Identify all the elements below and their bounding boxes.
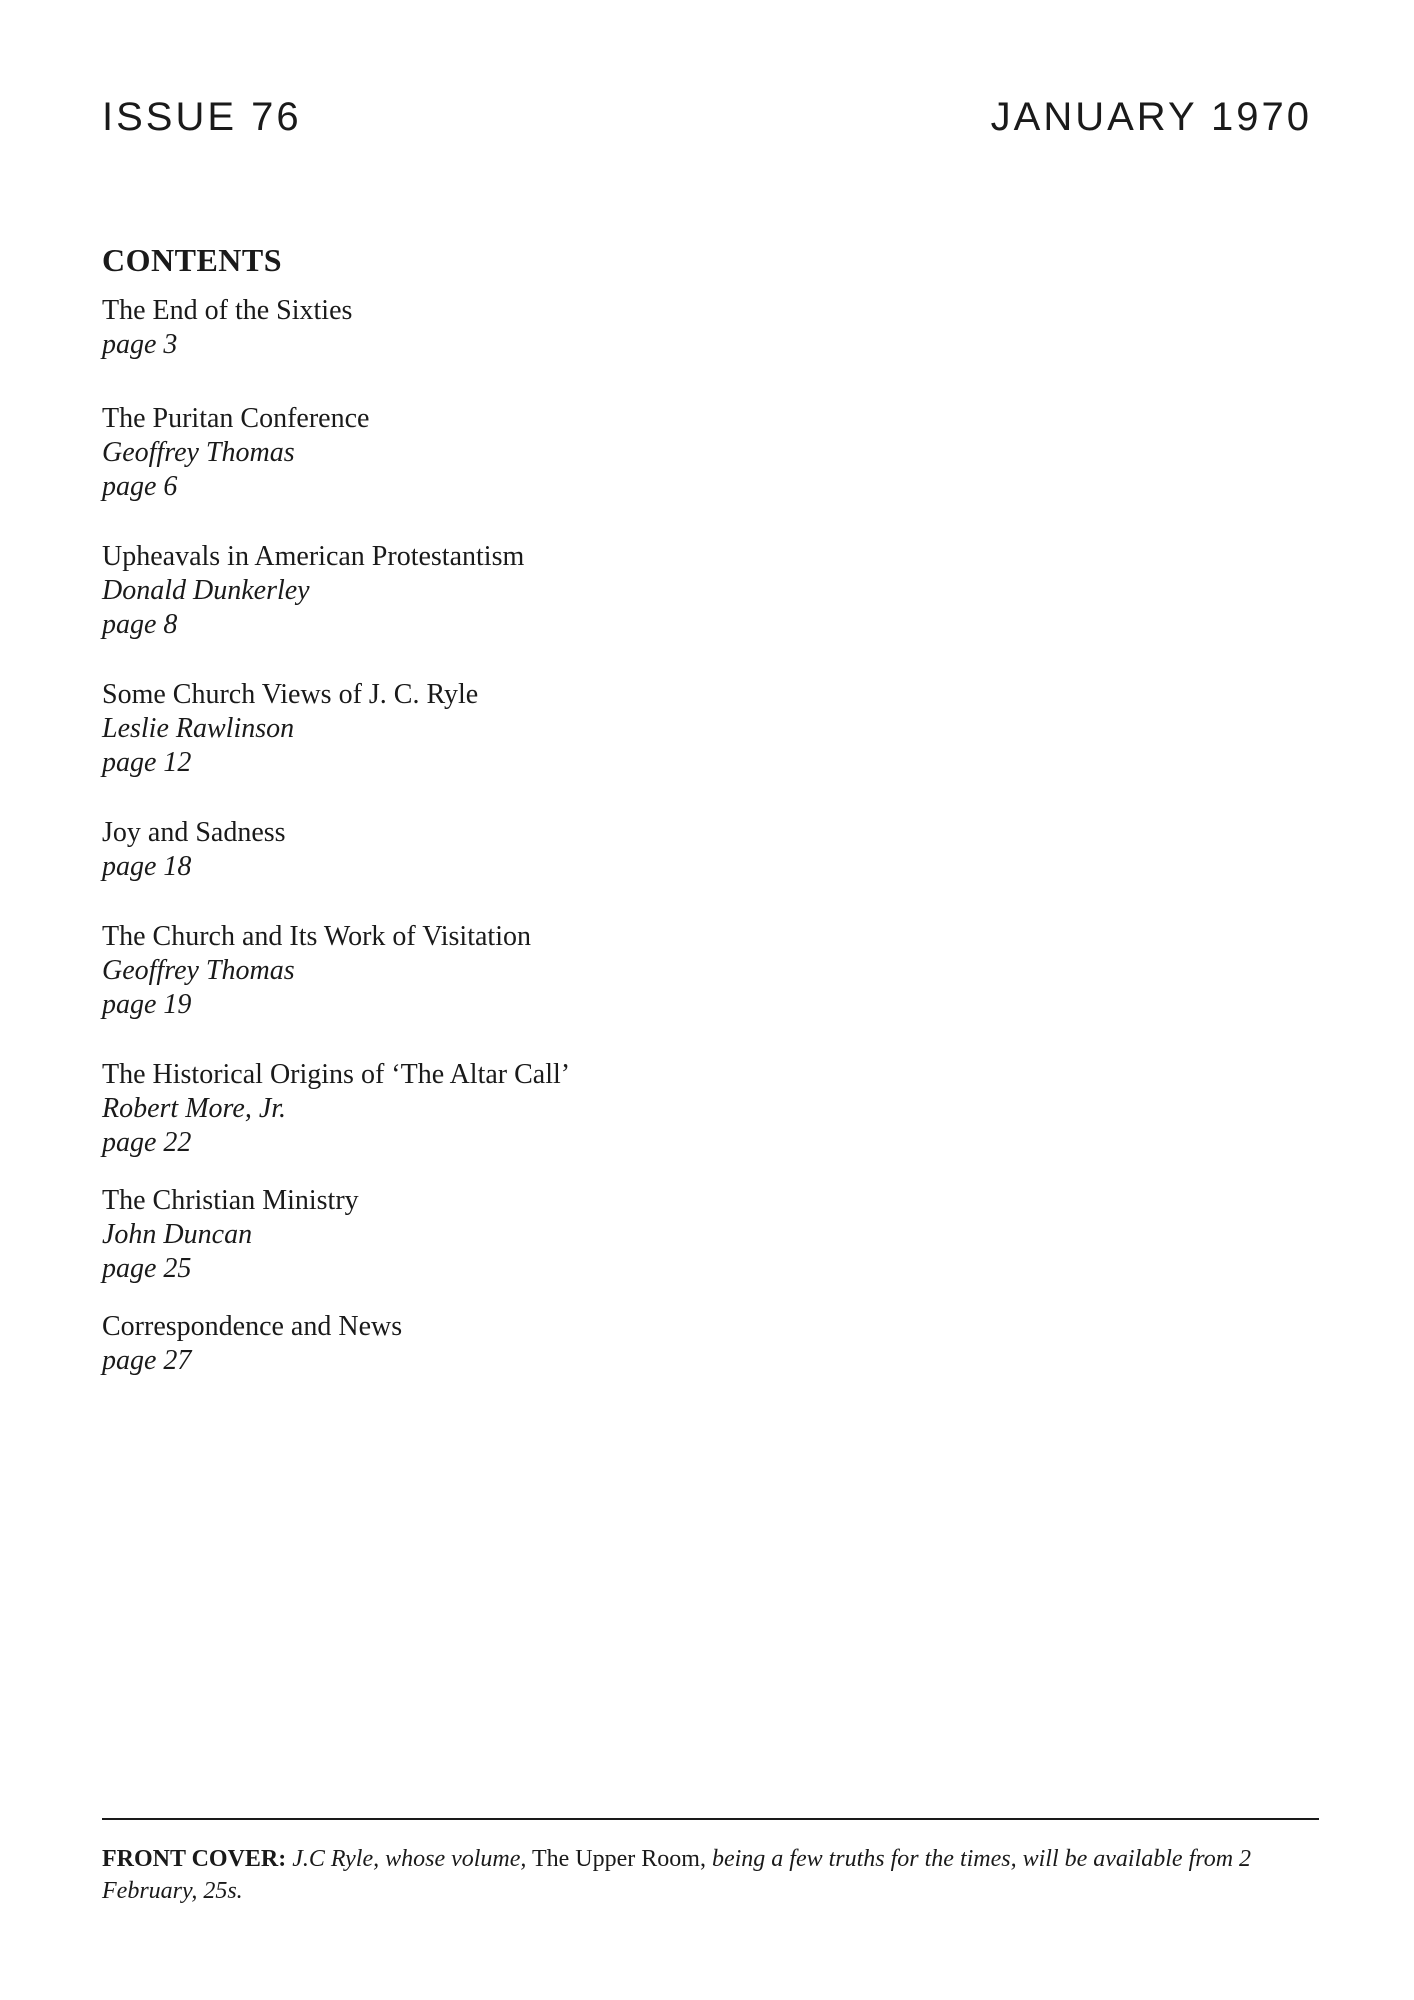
book-title: The Upper Room, <box>531 1846 706 1872</box>
front-cover-text: J.C Ryle, whose volume, <box>292 1846 527 1872</box>
article-title: The Puritan Conference <box>102 403 370 434</box>
article-author: John Duncan <box>102 1219 253 1250</box>
article-author: Geoffrey Thomas <box>102 955 295 986</box>
article-title: The Historical Origins of ‘The Altar Call’ <box>102 1059 571 1090</box>
issue-date: JANUARY 1970 <box>990 95 1312 139</box>
contents-entry <box>102 678 1002 780</box>
article-author: Geoffrey Thomas <box>102 437 295 468</box>
article-author: Leslie Rawlinson <box>102 713 295 744</box>
front-cover-text-continued: being a few truths for the times, will be available from 2 February, 25s. <box>102 1846 1252 1904</box>
article-page: page 12 <box>102 747 192 778</box>
front-cover-note <box>102 1843 1319 1907</box>
article-title: Some Church Views of J. C. Ryle <box>102 679 479 710</box>
page-header <box>102 92 1312 142</box>
contents-entry <box>102 402 1002 504</box>
article-title: The Christian Ministry <box>102 1185 359 1216</box>
contents-entry <box>102 920 1002 1022</box>
article-author: Donald Dunkerley <box>102 575 310 606</box>
contents-entry <box>102 294 1002 362</box>
article-page: page 6 <box>102 471 178 502</box>
article-title: Correspondence and News <box>102 1311 403 1342</box>
article-page: page 27 <box>102 1345 192 1376</box>
contents-entry <box>102 540 1002 642</box>
contents-entry <box>102 816 1002 884</box>
article-page: page 18 <box>102 851 192 882</box>
article-page: page 8 <box>102 609 178 640</box>
contents-entry <box>102 1058 1002 1160</box>
article-title: The End of the Sixties <box>102 295 353 326</box>
article-author: Robert More, Jr. <box>102 1093 287 1124</box>
article-page: page 22 <box>102 1127 192 1158</box>
article-title: Upheavals in American Protestantism <box>102 541 525 572</box>
article-title: The Church and Its Work of Visitation <box>102 921 531 952</box>
article-title: Joy and Sadness <box>102 817 286 848</box>
table-of-contents <box>102 238 1002 1378</box>
issue-number: ISSUE 76 <box>102 95 302 139</box>
contents-entry <box>102 1310 1002 1378</box>
article-page: page 25 <box>102 1253 192 1284</box>
footer-divider <box>102 1818 1319 1820</box>
contents-entry <box>102 1184 1002 1286</box>
article-page: page 19 <box>102 989 192 1020</box>
front-cover-label: FRONT COVER: <box>102 1846 287 1872</box>
article-page: page 3 <box>102 329 178 360</box>
contents-heading: CONTENTS <box>102 242 283 278</box>
